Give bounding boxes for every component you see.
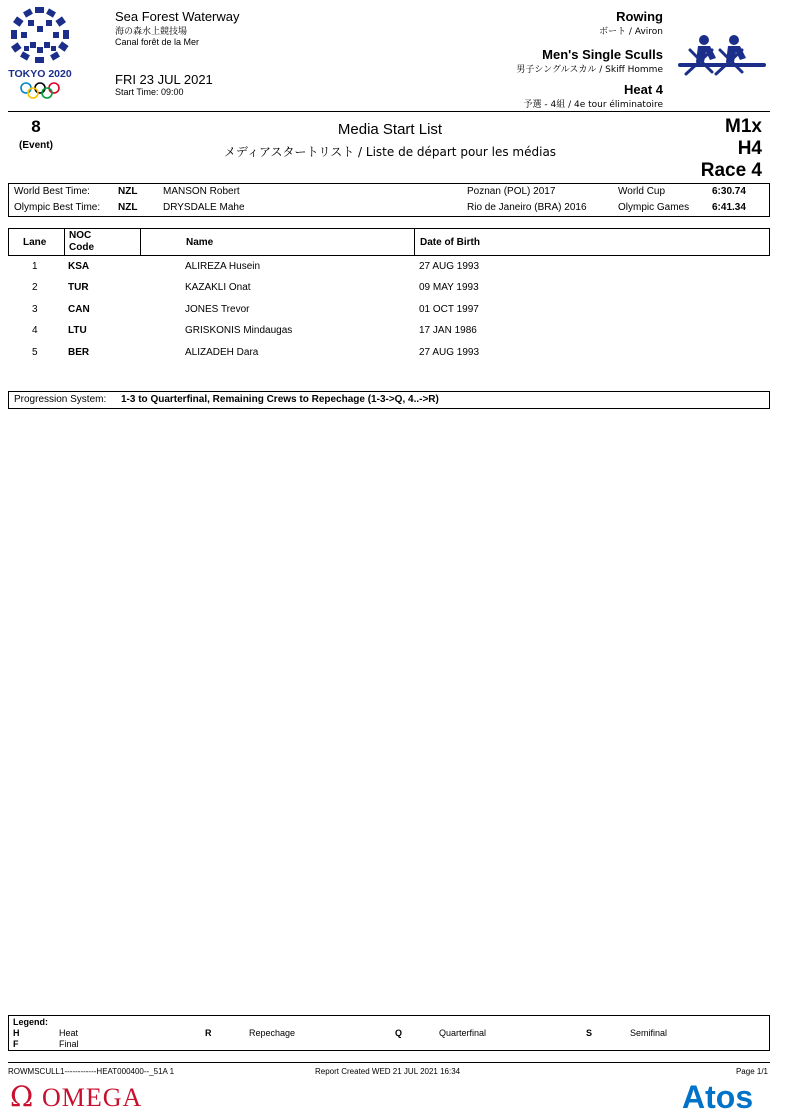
row-noc: LTU — [68, 325, 87, 336]
row-lane: 1 — [32, 261, 38, 272]
row-name: KAZAKLI Onat — [185, 282, 251, 293]
col-lane: Lane — [23, 237, 47, 248]
phase-name: Heat 4 — [623, 82, 663, 97]
venue-name-jp: 海の森水上競技場 — [115, 27, 188, 37]
legend-value: Quarterfinal — [439, 1028, 487, 1038]
record-place: Poznan (POL) 2017 — [467, 186, 556, 197]
event-name: Men's Single Sculls — [542, 47, 663, 62]
record-row-olympic — [9, 200, 769, 216]
games-name: TOKYO 2020 — [8, 68, 72, 80]
rowing-pictogram-icon — [676, 34, 768, 78]
row-lane: 2 — [32, 282, 38, 293]
sport-name-local: ボート / Aviron — [599, 27, 663, 37]
sport-name: Rowing — [616, 9, 663, 24]
legend-key: H — [13, 1028, 20, 1038]
record-time: 6:30.74 — [712, 186, 746, 197]
col-noc-code: Code — [69, 242, 94, 253]
table-row — [8, 343, 768, 364]
row-noc: CAN — [68, 304, 90, 315]
start-time: Start Time: 09:00 — [115, 87, 184, 97]
legend-title: Legend: — [13, 1017, 48, 1027]
omega-symbol-icon: Ω — [10, 1080, 34, 1110]
venue-name: Sea Forest Waterway — [115, 9, 240, 24]
record-competition: World Cup — [618, 186, 666, 197]
row-name: ALIZADEH Dara — [185, 347, 259, 358]
phase-name-local: 予選 - 4組 / 4e tour éliminatoire — [523, 100, 663, 110]
report-subtitle: メディアスタートリスト / Liste de départ pour les médias — [223, 145, 557, 159]
progression-label: Progression System: — [14, 394, 107, 405]
header-divider — [8, 111, 770, 112]
document-code: ROWMSCULL1------------HEAT000400--_51A 1 — [8, 1067, 175, 1076]
record-noc: NZL — [118, 202, 138, 213]
row-noc: TUR — [68, 282, 89, 293]
venue-block — [115, 9, 240, 47]
legend-key: Q — [395, 1028, 403, 1038]
record-noc: NZL — [118, 186, 138, 197]
olympic-rings-icon — [21, 83, 59, 98]
col-noc: NOC — [69, 230, 92, 241]
legend-box — [8, 1015, 770, 1051]
row-noc: BER — [68, 347, 90, 358]
row-noc: KSA — [68, 261, 90, 272]
row-lane: 5 — [32, 347, 38, 358]
record-label: World Best Time: — [14, 186, 90, 197]
table-row — [8, 257, 768, 278]
col-divider — [140, 229, 141, 255]
records-box — [8, 183, 770, 217]
row-name: JONES Trevor — [185, 304, 250, 315]
date-block — [115, 72, 213, 97]
emblem-checker-ring — [11, 7, 69, 63]
row-dob: 09 MAY 1993 — [419, 282, 479, 293]
legend-value: Semifinal — [630, 1028, 668, 1038]
record-holder: MANSON Robert — [163, 186, 240, 197]
col-name: Name — [186, 237, 214, 248]
footer-divider — [8, 1062, 770, 1063]
record-competition: Olympic Games — [618, 202, 690, 213]
omega-logo — [8, 1080, 188, 1110]
row-dob: 27 AUG 1993 — [419, 347, 480, 358]
omega-wordmark: OMEGA — [42, 1083, 143, 1110]
legend-key: S — [586, 1028, 593, 1038]
record-place: Rio de Janeiro (BRA) 2016 — [467, 202, 587, 213]
row-lane: 4 — [32, 325, 38, 336]
start-list-header — [8, 228, 770, 256]
phase-code: H4 — [737, 138, 762, 159]
row-dob: 01 OCT 1997 — [419, 304, 479, 315]
table-row — [8, 321, 768, 342]
record-holder: DRYSDALE Mahe — [163, 202, 245, 213]
event-name-local: 男子シングルスカル / Skiff Homme — [516, 65, 663, 75]
row-lane: 3 — [32, 304, 38, 315]
legend-value: Final — [59, 1039, 79, 1049]
progression-system — [8, 391, 770, 409]
col-divider — [414, 229, 415, 255]
report-title: Media Start List — [337, 121, 443, 138]
row-name: ALIREZA Husein — [185, 261, 261, 272]
legend-key: R — [205, 1028, 212, 1038]
table-row — [8, 278, 768, 299]
event-label: (Event) — [19, 140, 53, 151]
report-created: Report Created WED 21 JUL 2021 16:34 — [315, 1067, 461, 1076]
record-label: Olympic Best Time: — [14, 202, 101, 213]
venue-name-fr: Canal forêt de la Mer — [115, 37, 200, 47]
progression-value: 1-3 to Quarterfinal, Remaining Crews to Repechage (1-3->Q, 4..->R) — [121, 394, 439, 405]
record-time: 6:41.34 — [712, 202, 746, 213]
legend-value: Heat — [59, 1028, 79, 1038]
race-code: Race 4 — [700, 160, 762, 181]
legend-value: Repechage — [249, 1028, 296, 1038]
record-row-world — [9, 184, 769, 200]
event-code: M1x — [725, 116, 762, 137]
row-name: GRISKONIS Mindaugas — [185, 325, 293, 336]
atos-wordmark: Atos — [682, 1079, 754, 1112]
row-dob: 17 JAN 1986 — [419, 325, 477, 336]
col-divider — [64, 229, 65, 255]
tokyo-2020-emblem — [8, 6, 72, 102]
event-number: 8 — [31, 117, 41, 136]
sport-block — [516, 9, 663, 110]
col-dob: Date of Birth — [420, 237, 480, 248]
legend-key: F — [13, 1039, 19, 1049]
page-number: Page 1/1 — [735, 1067, 768, 1076]
event-date: FRI 23 JUL 2021 — [115, 72, 213, 87]
row-dob: 27 AUG 1993 — [419, 261, 480, 272]
atos-logo — [680, 1078, 770, 1112]
table-row — [8, 300, 768, 321]
